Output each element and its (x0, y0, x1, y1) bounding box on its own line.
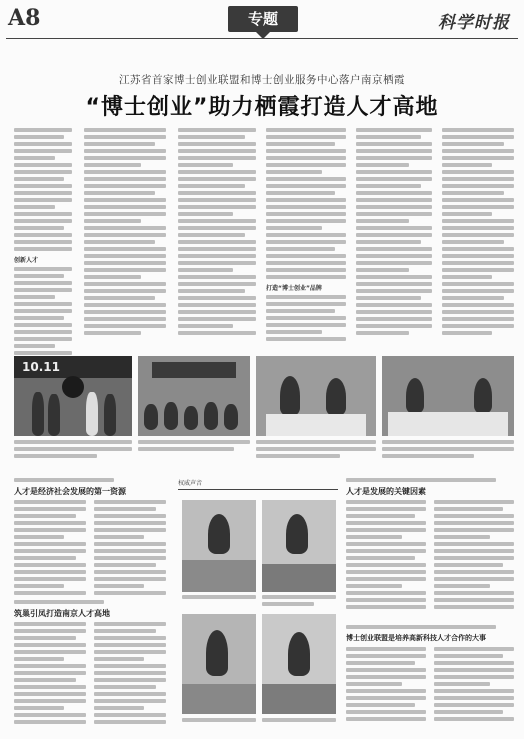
header-rule (6, 38, 518, 39)
photo-audience (138, 356, 250, 436)
portrait-caption-1 (182, 595, 256, 607)
photo-podium (256, 356, 376, 436)
photo-ceremony (14, 356, 132, 436)
right-story-col-3 (346, 647, 426, 731)
left-story-col-4 (94, 622, 166, 730)
page-header (0, 0, 524, 44)
subhead-2: 打造“博士创业”品牌 (266, 285, 322, 292)
portrait-caption-2 (262, 595, 336, 607)
portrait-3 (182, 614, 256, 714)
photo-date: 10.11 (22, 360, 60, 374)
left-story-head-1: 人才是经济社会发展的第一资源 (14, 487, 126, 496)
text-column-6 (442, 128, 514, 360)
portrait-2 (262, 500, 336, 592)
portrait-caption-3 (182, 718, 256, 730)
left-story-kicker-1 (14, 478, 114, 485)
photo-caption-2 (138, 440, 250, 462)
masthead: 科学时报 (438, 13, 510, 33)
text-column-4 (266, 128, 346, 360)
voices-header: 权威声音 (178, 478, 338, 490)
text-column-2 (84, 128, 166, 360)
kicker: 江苏省首家博士创业联盟和博士创业服务中心落户南京栖霞 (119, 74, 405, 86)
left-story-kicker-2 (14, 600, 104, 607)
left-story-col-2 (94, 500, 166, 600)
photo-caption-4 (382, 440, 514, 462)
headline: “博士创业”助力栖霞打造人才高地 (85, 95, 439, 120)
right-story-col-4 (434, 647, 514, 731)
right-story-col-1 (346, 500, 426, 620)
right-story-head-1: 人才是发展的关键因素 (346, 487, 426, 496)
section-label: 专题 (228, 6, 298, 32)
photo-caption-1 (14, 440, 132, 462)
left-story-col-3 (14, 622, 86, 730)
portrait-1 (182, 500, 256, 592)
portrait-4 (262, 614, 336, 714)
text-column-3 (178, 128, 256, 360)
right-story-kicker-2 (346, 625, 496, 632)
portrait-caption-4 (262, 718, 336, 730)
right-story-head-2: 博士创业联盟是培养高新科技人才合作的大事 (346, 634, 486, 642)
right-story-kicker-1 (346, 478, 496, 485)
text-column-1 (14, 128, 72, 360)
page-number: A8 (8, 5, 41, 31)
right-story-col-2 (434, 500, 514, 620)
photo-caption-3 (256, 440, 376, 462)
photo-signing (382, 356, 514, 436)
left-story-col-1 (14, 500, 86, 600)
text-column-5 (356, 128, 432, 360)
subhead-1: 创新人才 (14, 257, 39, 264)
left-story-head-2: 筑巢引凤打造南京人才高地 (14, 609, 110, 618)
